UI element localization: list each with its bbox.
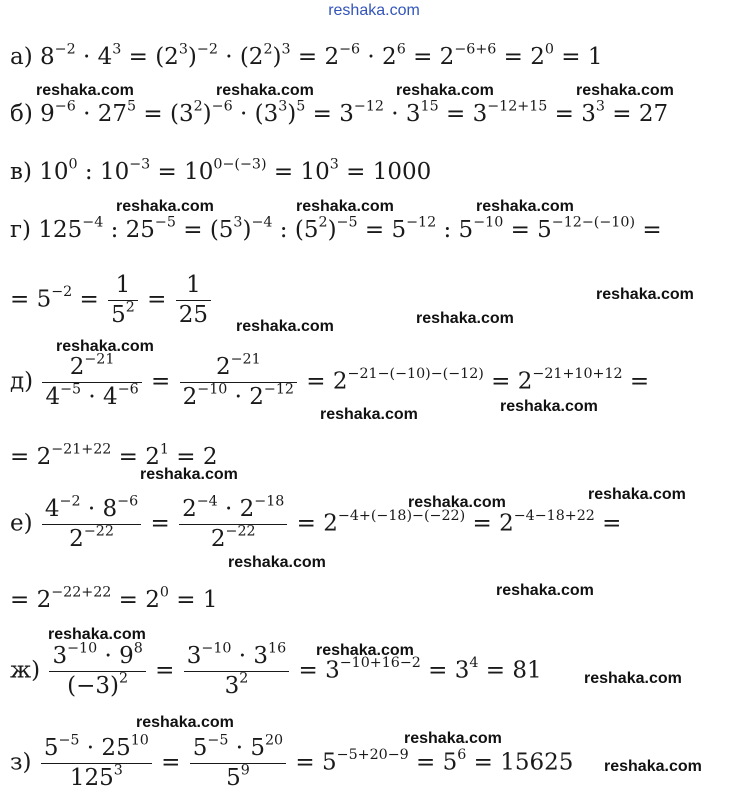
watermark: reshaka.com [56,338,154,355]
line-z-label: з) [10,749,32,776]
line-d-label: д) [10,368,34,395]
watermark: reshaka.com [36,82,134,99]
line-v-label: в) [10,159,32,185]
line-zh-label: ж) [10,657,41,684]
line-d-cont: = $2^{-21+22} = 2^1 = 2$ [10,441,218,470]
watermark: reshaka.com [228,554,326,571]
watermark: reshaka.com [320,406,418,423]
line-e: е) $\frac{4^{-2} \cdot 8^{-6}}{2^{-22}}$ = $\frac{2^{-4} \cdot 2^{-18}}{2^{-22}}$ = $2^{-4+(-18)-(-22)} = 2^{-4-18+22}$ = [10,493,622,552]
line-a: а) $8^{-2} \cdot 4^3 = (2^3)^{-2} \cdot (2^2)^3 = 2^{-6} \cdot 2^6 = 2^{-6+6} = 2^0 = 1$ [10,41,603,70]
watermark: reshaka.com [596,286,694,303]
watermark: reshaka.com [140,466,238,483]
line-g-cont: = $5^{-2}$ = $\frac{1}{5^2}$ = $\frac{1}{25}$ [10,274,213,327]
watermark: reshaka.com [500,398,598,415]
line-g-label: г) [10,217,32,243]
watermark: reshaka.com [216,82,314,99]
line-e-cont: = $2^{-22+22} = 2^0 = 1$ [10,584,218,613]
watermark: reshaka.com [236,318,334,335]
watermark: reshaka.com [396,82,494,99]
line-b-label: б) [10,101,33,127]
watermark: reshaka.com [404,730,502,747]
watermark: reshaka.com [48,626,146,643]
watermark: reshaka.com [476,198,574,215]
watermark: reshaka.com [316,642,414,659]
line-d: д) $\frac{2^{-21}}{4^{-5} \cdot 4^{-6}}$ = $\frac{2^{-21}}{2^{-10} \cdot 2^{-12}}$ = $2^{-21-(-10)-(-12)} = 2^{-21+10+12}$ = [10,351,650,410]
site-header-link[interactable]: reshaka.com [328,2,420,19]
watermark: reshaka.com [588,486,686,503]
line-a-label: а) [10,44,33,70]
watermark: reshaka.com [576,82,674,99]
line-z: з) $\frac{5^{-5} \cdot 25^{10}}{125^3}$ = $\frac{5^{-5} \cdot 5^{20}}{5^9}$ = $5^{-5+20-9} = 5^6 = 15625$ [10,732,574,791]
watermark: reshaka.com [408,494,506,511]
watermark: reshaka.com [136,714,234,731]
line-g: г) $125^{-4}$ : $25^{-5} = (5^3)^{-4}$ : $(5^2)^{-5} = 5^{-12}$ : $5^{-10} = 5^{-12-(-10)}$ = [10,214,662,243]
line-e-label: е) [10,510,33,537]
watermark: reshaka.com [296,198,394,215]
watermark: reshaka.com [604,758,702,775]
watermark: reshaka.com [116,198,214,215]
watermark: reshaka.com [416,310,514,327]
line-v: в) $10^0$ : $10^{-3} = 10^{0-(-3)} = 10^3 = 1000$ [10,156,432,185]
line-zh: ж) $\frac{3^{-10} \cdot 9^8}{(-3)^2}$ = $\frac{3^{-10} \cdot 3^{16}}{3^2}$ = $3^{-10+16-2} = 3^4 = 81$ [10,640,542,699]
watermark: reshaka.com [584,670,682,687]
line-b: б) $9^{-6} \cdot 27^5 = (3^2)^{-6} \cdot (3^3)^5 = 3^{-12} \cdot 3^{15} = 3^{-12+15} = 3^3 = 27$ [10,98,669,127]
watermark: reshaka.com [496,582,594,599]
